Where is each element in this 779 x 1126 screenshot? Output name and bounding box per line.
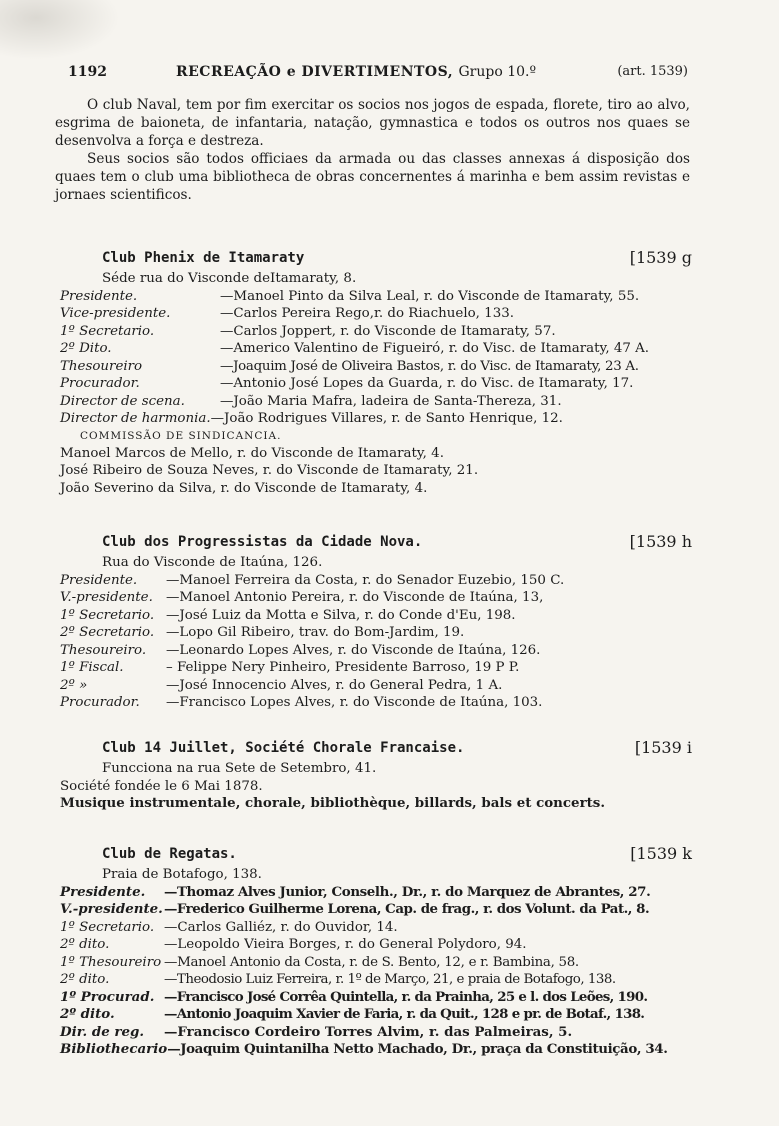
officer-role: Director de harmonia. bbox=[60, 411, 211, 426]
officer-role: Vice-presidente. bbox=[60, 306, 171, 321]
officer-text: —Manoel Antonio da Costa, r. de S. Bento, 12, e r. Bambina, 58. bbox=[164, 954, 579, 970]
article-ref: (art. 1539) bbox=[617, 64, 688, 79]
club-heading bbox=[60, 738, 692, 760]
officer-row bbox=[60, 589, 692, 607]
officer-text: – Felippe Nery Pinheiro, Presidente Barroso, 19 P P. bbox=[166, 660, 520, 675]
officer-text: —Leonardo Lopes Alves, r. do Visconde de Itaúna, 126. bbox=[166, 642, 541, 658]
page-number: 1192 bbox=[68, 64, 107, 80]
officer-text: —Francisco Lopes Alves, r. do Visconde de Itaúna, 103. bbox=[166, 695, 543, 710]
officer-role: 2º dito. bbox=[60, 1006, 115, 1022]
officer-role: 2º dito. bbox=[60, 972, 110, 987]
club-14-juillet-section bbox=[60, 738, 692, 813]
club-progressistas-section bbox=[60, 532, 692, 712]
officer-text: —Americo Valentino de Figueiró, r. do Visc. de Itamaraty, 47 A. bbox=[220, 341, 650, 356]
club-ref: [1539 g bbox=[629, 248, 692, 267]
officer-text: —Leopoldo Vieira Borges, r. do General Polydoro, 94. bbox=[164, 937, 527, 952]
officer-row bbox=[60, 1006, 692, 1024]
running-title bbox=[176, 64, 536, 80]
officer-row bbox=[60, 642, 692, 660]
officer-text: —Carlos Galliéz, r. do Ouvidor, 14. bbox=[164, 919, 398, 935]
officer-role: 1º Procurad. bbox=[60, 988, 155, 1005]
officer-row bbox=[60, 323, 692, 341]
club-name: Club 14 Juillet, Société Chorale Francaise. bbox=[102, 740, 465, 756]
officer-row bbox=[60, 677, 692, 695]
intro-text bbox=[55, 96, 690, 204]
officer-text: —Manoel Pinto da Silva Leal, r. do Visconde de Itamaraty, 55. bbox=[220, 288, 640, 304]
officer-text: —Lopo Gil Ribeiro, trav. do Bom-Jardim, 19. bbox=[166, 625, 465, 640]
officer-text: —Joaquim Quintanilha Netto Machado, Dr., praça da Constituição, 34. bbox=[167, 1041, 668, 1057]
officer-row bbox=[60, 375, 692, 393]
officer-row bbox=[60, 901, 692, 919]
officer-text: —Antonio Joaquim Xavier de Faria, r. da Quit., 128 e pr. de Botaf., 138. bbox=[164, 1006, 645, 1022]
officer-row bbox=[60, 1041, 692, 1059]
group-label: Grupo 10.º bbox=[458, 64, 537, 80]
officer-role: Presidente. bbox=[60, 288, 138, 304]
officer-row bbox=[60, 358, 692, 376]
club-founded: Société fondée le 6 Mai 1878. bbox=[60, 778, 263, 794]
page-header bbox=[68, 62, 688, 84]
commission-title: COMMISSÃO DE SINDICANCIA. bbox=[80, 429, 282, 442]
officer-row bbox=[60, 919, 692, 937]
officer-role: 1º Secretario. bbox=[60, 607, 155, 623]
officer-text: —Francisco Cordeiro Torres Alvim, r. das Palmeiras, 5. bbox=[164, 1023, 573, 1040]
intro-paragraph-1: O club Naval, tem por fim exercitar os socios nos jogos de espada, florete, tiro ao alvo, esgrima de baioneta, de infantaria, natação, gymnastica e todos os outros nos quaes se desenvolva a força e destreza. bbox=[55, 97, 690, 149]
club-ref: [1539 i bbox=[634, 738, 692, 757]
officer-row bbox=[60, 288, 692, 306]
officer-row bbox=[60, 884, 692, 902]
officer-role: 2º Secretario. bbox=[60, 625, 155, 640]
club-address: Rua do Visconde de Itaúna, 126. bbox=[102, 555, 323, 570]
officer-role: Presidente. bbox=[60, 572, 138, 588]
officer-role: Procurador. bbox=[60, 695, 140, 710]
officer-text: —Manoel Antonio Pereira, r. do Visconde de Itaúna, 13, bbox=[166, 590, 544, 605]
officer-row bbox=[60, 393, 692, 411]
club-name: Club Phenix de Itamaraty bbox=[102, 250, 305, 266]
commission-member: Manoel Marcos de Mello, r. do Visconde de Itamaraty, 4. bbox=[60, 445, 444, 461]
commission-member: João Severino da Silva, r. do Visconde de Itamaraty, 4. bbox=[60, 480, 428, 496]
officer-role: Procurador. bbox=[60, 376, 140, 391]
officer-row bbox=[60, 572, 692, 590]
officer-text: —João Rodrigues Villares, r. de Santo Henrique, 12. bbox=[210, 411, 563, 426]
officer-text: —Frederico Guilherme Lorena, Cap. de frag., r. dos Volunt. da Pat., 8. bbox=[164, 901, 650, 917]
officer-role: 2º Dito. bbox=[60, 341, 112, 356]
officer-row bbox=[60, 936, 692, 954]
officer-text: —Thomaz Alves Junior, Conselh., Dr., r. do Marquez de Abrantes, 27. bbox=[164, 883, 651, 900]
officer-text: —Theodosio Luiz Ferreira, r. 1º de Março, 21, e praia de Botafogo, 138. bbox=[164, 972, 616, 987]
officer-row bbox=[60, 954, 692, 972]
club-ref: [1539 h bbox=[629, 532, 692, 551]
officer-text: —José Luiz da Motta e Silva, r. do Conde d'Eu, 198. bbox=[166, 607, 516, 623]
club-address: Funcciona na rua Sete de Setembro, 41. bbox=[102, 761, 377, 776]
officer-role: Thesoureiro. bbox=[60, 642, 147, 658]
officer-role: Dir. de reg. bbox=[60, 1023, 144, 1040]
club-phenix-section bbox=[60, 248, 692, 497]
officer-row bbox=[60, 694, 692, 712]
officer-row bbox=[60, 305, 692, 323]
officer-role: Director de scena. bbox=[60, 393, 185, 409]
page-stain bbox=[0, 0, 120, 60]
officer-role: 2º » bbox=[60, 677, 88, 693]
officer-role: Presidente. bbox=[60, 883, 146, 900]
club-address: Praia de Botafogo, 138. bbox=[102, 867, 262, 882]
officer-role: 2º dito. bbox=[60, 937, 110, 952]
club-regatas-section bbox=[60, 844, 692, 1059]
officer-text: —João Maria Mafra, ladeira de Santa-Thereza, 31. bbox=[220, 393, 562, 409]
officer-text: —Joaquim José de Oliveira Bastos, r. do Visc. de Itamaraty, 23 A. bbox=[220, 358, 639, 374]
officer-row bbox=[60, 1024, 692, 1042]
commission-member: José Ribeiro de Souza Neves, r. do Visconde de Itamaraty, 21. bbox=[60, 463, 479, 478]
officer-text: —Antonio José Lopes da Guarda, r. do Visc. de Itamaraty, 17. bbox=[220, 376, 634, 391]
officer-row bbox=[60, 340, 692, 358]
club-name: Club de Regatas. bbox=[102, 846, 237, 862]
club-address: Séde rua do Visconde deItamaraty, 8. bbox=[102, 271, 357, 286]
officer-role: 1º Thesoureiro bbox=[60, 954, 162, 970]
officer-row bbox=[60, 989, 692, 1007]
officer-role: V.-presidente. bbox=[60, 901, 163, 917]
title-text: RECREAÇÃO e DIVERTIMENTOS, bbox=[176, 64, 454, 80]
officer-role: Thesoureiro bbox=[60, 358, 143, 374]
officer-text: —Carlos Pereira Rego,r. do Riachuelo, 133. bbox=[220, 306, 514, 321]
intro-paragraph-2: Seus socios são todos officiaes da armada ou das classes annexas á disposição dos quaes tem o club uma bibliotheca de obras concernentes á marinha e bem assim revistas e jornaes scientificos. bbox=[55, 151, 690, 203]
officer-role: 1º Secretario. bbox=[60, 323, 155, 339]
club-ref: [1539 k bbox=[630, 844, 692, 863]
officer-role: 1º Fiscal. bbox=[60, 660, 124, 675]
officer-row bbox=[60, 971, 692, 989]
officer-text: —Francisco José Corrêa Quintella, r. da Prainha, 25 e l. dos Leões, 190. bbox=[164, 988, 648, 1005]
club-activities: Musique instrumentale, chorale, bibliothèque, billards, bals et concerts. bbox=[60, 795, 606, 811]
club-heading bbox=[60, 248, 692, 270]
officer-row bbox=[60, 624, 692, 642]
officer-text: —Manoel Ferreira da Costa, r. do Senador Euzebio, 150 C. bbox=[166, 572, 565, 588]
officer-role: Bibliothecario bbox=[60, 1041, 168, 1057]
club-name: Club dos Progressistas da Cidade Nova. bbox=[102, 534, 423, 550]
club-heading bbox=[60, 844, 692, 866]
officer-row bbox=[60, 607, 692, 625]
officer-text: —José Innocencio Alves, r. do General Pedra, 1 A. bbox=[166, 677, 503, 693]
officer-text: —Carlos Joppert, r. do Visconde de Itamaraty, 57. bbox=[220, 323, 556, 339]
officer-row bbox=[60, 659, 692, 677]
officer-role: V.-presidente. bbox=[60, 590, 153, 605]
officer-row bbox=[60, 410, 692, 428]
club-heading bbox=[60, 532, 692, 554]
officer-role: 1º Secretario. bbox=[60, 919, 155, 935]
